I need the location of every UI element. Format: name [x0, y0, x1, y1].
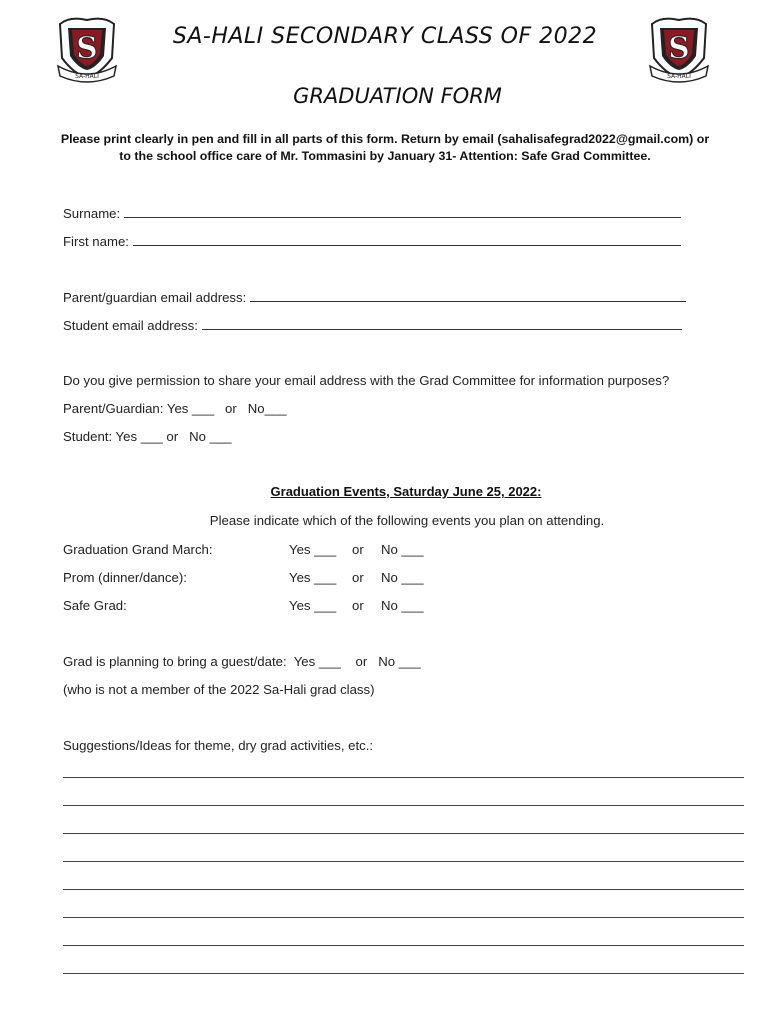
suggestions-line[interactable] — [63, 889, 744, 890]
event-yes-blank[interactable]: Yes ___ — [289, 542, 337, 557]
student-email-field[interactable] — [63, 317, 682, 333]
events-note: Please indicate which of the following events you plan on attending. — [209, 513, 605, 528]
surname-blank[interactable] — [124, 205, 681, 218]
event-no-blank[interactable]: No ___ — [381, 542, 424, 557]
instructions-line-1: Please print clearly in pen and fill in all parts of this form. Return by email (sahalisafegrad2022@gmail.com) or — [60, 132, 710, 146]
parent-email-blank[interactable] — [250, 289, 686, 302]
suggestions-line[interactable] — [63, 945, 744, 946]
crest-banner-text-right: SA-HALI — [667, 73, 691, 80]
event-or: or — [352, 542, 364, 557]
instructions — [18, 131, 752, 165]
student-email-blank[interactable] — [202, 317, 682, 330]
suggestions-label: Suggestions/Ideas for theme, dry grad activities, etc.: — [63, 738, 374, 753]
student-permission-line[interactable]: Student: Yes ___ or No ___ — [63, 429, 232, 444]
event-label: Prom (dinner/dance): — [63, 570, 187, 585]
suggestions-line[interactable] — [63, 917, 744, 918]
school-crest-logo-right — [646, 14, 712, 84]
school-crest-logo-left — [54, 14, 120, 84]
guest-note: (who is not a member of the 2022 Sa-Hali grad class) — [63, 682, 375, 697]
event-or: or — [352, 598, 364, 613]
suggestions-line[interactable] — [63, 805, 744, 806]
suggestions-line[interactable] — [63, 861, 744, 862]
first-name-label: First name: — [63, 234, 129, 249]
first-name-blank[interactable] — [133, 233, 681, 246]
parent-email-field[interactable] — [63, 289, 686, 305]
svg-text:S: S — [668, 31, 690, 66]
crest-banner-text-left: SA-HALI — [75, 73, 99, 80]
suggestions-line[interactable] — [63, 777, 744, 778]
event-no-blank[interactable]: No ___ — [381, 570, 424, 585]
parent-permission-line[interactable]: Parent/Guardian: Yes ___ or No___ — [63, 401, 287, 416]
first-name-field[interactable] — [63, 233, 681, 249]
event-no-blank[interactable]: No ___ — [381, 598, 424, 613]
suggestions-line[interactable] — [63, 973, 744, 974]
surname-field[interactable] — [63, 205, 681, 221]
svg-text:S: S — [76, 31, 98, 66]
student-email-label: Student email address: — [63, 318, 198, 333]
instructions-line-2: to the school office care of Mr. Tommasini by January 31- Attention: Safe Grad Committee. — [119, 149, 651, 163]
school-title: SA-HALI SECONDARY CLASS OF 2022 — [172, 24, 598, 49]
permission-question: Do you give permission to share your email address with the Grad Committee for information purposes? — [63, 373, 670, 388]
guest-question[interactable]: Grad is planning to bring a guest/date: Yes ___ or No ___ — [63, 654, 421, 669]
event-yes-blank[interactable]: Yes ___ — [289, 570, 337, 585]
surname-label: Surname: — [63, 206, 121, 221]
form-title: GRADUATION FORM — [293, 84, 502, 108]
event-yes-blank[interactable]: Yes ___ — [289, 598, 337, 613]
suggestions-line[interactable] — [63, 833, 744, 834]
event-label: Safe Grad: — [63, 598, 127, 613]
event-or: or — [352, 570, 364, 585]
parent-email-label: Parent/guardian email address: — [63, 290, 247, 305]
events-heading: Graduation Events, Saturday June 25, 2022: — [270, 484, 542, 499]
event-label: Graduation Grand March: — [63, 542, 213, 557]
